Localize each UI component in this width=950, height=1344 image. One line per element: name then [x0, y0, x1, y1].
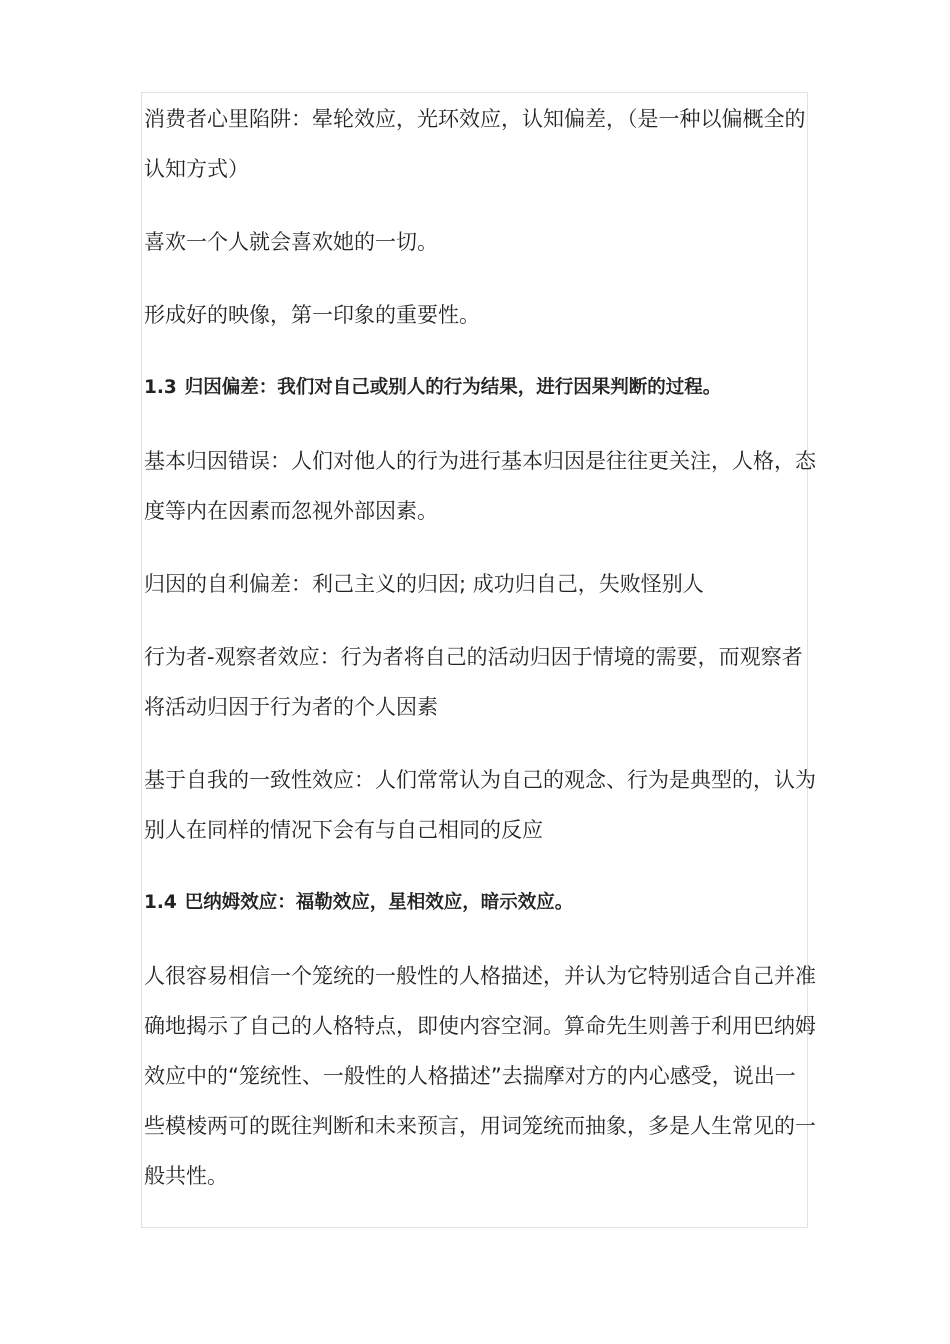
paragraph-false-consensus-effect: 基于自我的一致性效应：人们常常认为自己的观念、行为是典型的，认为别人在同样的情况下会有与自己相同的反应 [144, 768, 816, 842]
paragraph-consumer-traps: 消费者心里陷阱：晕轮效应，光环效应，认知偏差，（是一种以偏概全的认知方式） [144, 107, 806, 181]
paragraph-like-person: 喜欢一个人就会喜欢她的一切。 [144, 230, 438, 254]
section-title: 归因偏差：我们对自己或别人的行为结果，进行因果判断的过程。 [184, 377, 722, 398]
paragraph-barnum-effect: 人很容易相信一个笼统的一般性的人格描述，并认为它特别适合自己并准确地揭示了自己的人格特点，即使内容空洞。算命先生则善于利用巴纳姆效应中的“笼统性、一般性的人格描述”去揣摩对方的内心感受，说出一些模棱两可的既往判断和未来预言，用词笼统而抽象，多是人生常见的一般共性。 [144, 964, 816, 1188]
section-number: 1.3 [144, 377, 177, 398]
section-heading-1-4 [144, 878, 816, 928]
document-body [144, 94, 816, 1201]
section-heading-1-3 [144, 363, 816, 413]
paragraph-first-impression: 形成好的映像，第一印象的重要性。 [144, 303, 480, 327]
paragraph-fundamental-attribution-error: 基本归因错误：人们对他人的行为进行基本归因是往往更关注，人格，态度等内在因素而忽视外部因素。 [144, 449, 816, 523]
paragraph-actor-observer-effect: 行为者-观察者效应：行为者将自己的活动归因于情境的需要，而观察者将活动归因于行为者的个人因素 [144, 645, 803, 719]
paragraph-self-serving-bias: 归因的自利偏差：利己主义的归因; 成功归自己，失败怪别人 [144, 572, 704, 596]
section-title: 巴纳姆效应：福勒效应，星相效应，暗示效应。 [184, 892, 574, 913]
section-number: 1.4 [144, 892, 177, 913]
